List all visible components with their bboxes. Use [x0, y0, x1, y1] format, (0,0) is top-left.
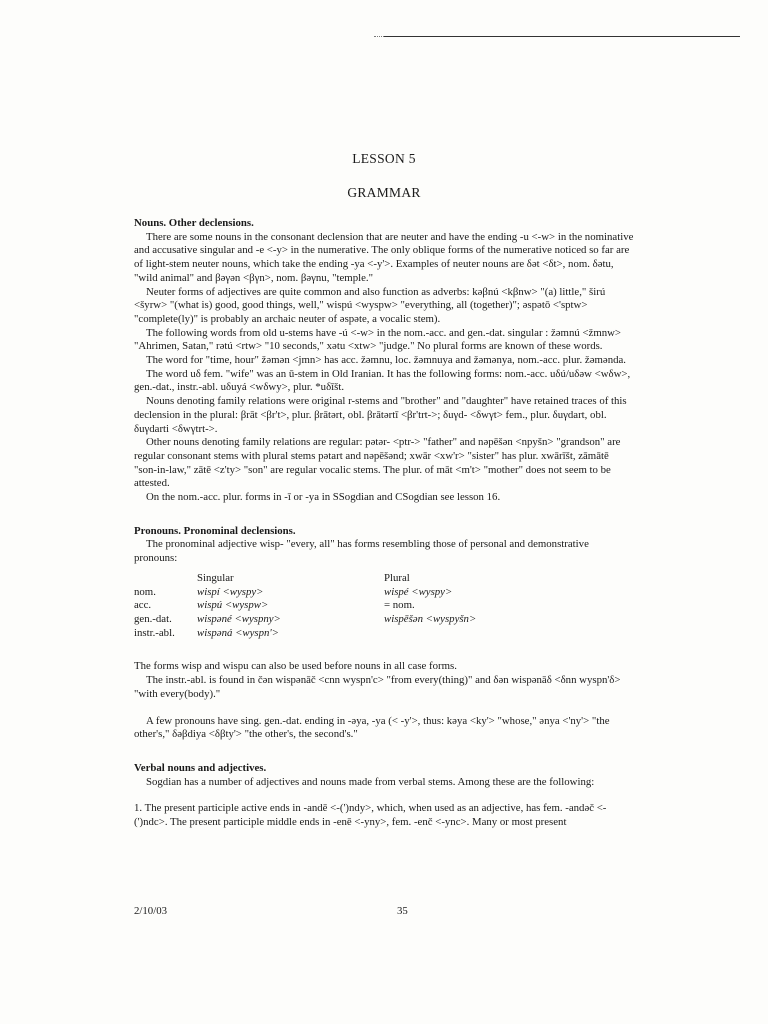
plural-form: wispé <wyspy> — [384, 585, 453, 598]
nouns-paragraph-7: Other nouns denoting family relations are regular: pətər- <ptr-> "father" and nəpēšən <npyšn> "grandson" are regular consonant stems with plural stems pətart and nəpēšənd; xwār <xw'r> "sister" has plur. xwārīšt, zāmātē "son-in-law," zātē <z'ty> "son" are regular vocalic stems. The plur. of māt <m't> "mother" does not seem to be attested. — [134, 436, 621, 490]
col-plural: Plural — [384, 571, 410, 584]
pronouns-paragraph-2: The forms wisp and wispu can also be used before nouns in all case forms. — [134, 660, 457, 673]
singular-form: wispú <wyspw> — [197, 599, 269, 612]
table-header-row — [134, 572, 476, 586]
table-row — [134, 586, 476, 600]
nouns-paragraph-2: Neuter forms of adjectives are quite common and also function as adverbs: kəβnú <kβnw> "(a) little," širú <šyrw> "(what is) good, good things, well," wispú <wyspw> "everything, all (together)"; əspətō <'sptw> "complete(ly)" is probably an archaic neuter of əspəte, a vocalic stem). — [134, 285, 606, 325]
top-rule — [384, 36, 740, 37]
plural-form: wispēšən <wyspyšn> — [384, 612, 477, 625]
case-label: instr.-abl. — [134, 626, 175, 639]
case-label: gen.-dat. — [134, 612, 172, 625]
pronouns-paragraph-4: A few pronouns have sing. gen.-dat. ending in -əya, -ya (< -y'>, thus: kəya <ky'> "whose," ənya <'ny'> "the other's," δəβdiya <δβty'> "the other's, the second's." — [134, 714, 610, 741]
footer-date: 2/10/03 — [134, 905, 167, 917]
wisp-declension-table — [134, 572, 476, 641]
nouns-paragraph-6: Nouns denoting family relations were original r-stems and "brother" and "daughter" have retained traces of this declension in the plural: βrāt <βr't>, plur. βrātərt, obl. βrātərtī <βr'trt->; δuγd- <δwγt> fem., plur. δuγdart, obl. δuγdarti <δwγtrt->. — [134, 395, 627, 435]
case-label: nom. — [134, 585, 156, 598]
plural-form — [384, 627, 476, 641]
col-singular: Singular — [197, 571, 234, 584]
pronouns-paragraph-3: The instr.-abl. is found in čən wispənāč <cnn wyspn'c> "from every(thing)" and δən wispənāδ <δnn wyspn'δ> "with every(body)." — [134, 674, 621, 700]
nouns-paragraph-5: The word uδ fem. "wife" was an ū-stem in Old Iranian. It has the following forms: nom.-acc. uδú/uδəw <wδw>, gen.-dat., instr.-abl. uδuyá <wδwy>, plur. *uδīšt. — [134, 367, 631, 394]
singular-form: wispəné <wyspny> — [197, 612, 281, 625]
pronouns-paragraph-1: The pronominal adjective wisp- "every, all" has forms resembling those of personal and demonstrative pronouns: — [134, 538, 589, 565]
page-number: 35 — [397, 905, 408, 917]
table-row — [134, 613, 476, 627]
nouns-paragraph-3: The following words from old u-stems have -ú <-w> in the nom.-acc. and gen.-dat. singular : žəmnú <žmnw> "Ahrimen, Satan," rətú <rtw> "10 seconds," xətu <xtw> "judge." No plural forms are known of these words. — [134, 326, 622, 353]
body-text — [134, 217, 634, 830]
verbal-paragraph-1: Sogdian has a number of adjectives and nouns made from verbal stems. Among these are the following: — [146, 775, 595, 788]
table-row — [134, 599, 476, 613]
nouns-heading: Nouns. Other declensions. — [134, 217, 254, 229]
section-title: GRAMMAR — [347, 185, 421, 200]
plural-form: = nom. — [384, 599, 415, 612]
verbal-heading: Verbal nouns and adjectives. — [134, 761, 267, 774]
nouns-paragraph-8: On the nom.-acc. plur. forms in -ī or -ya in SSogdian and CSogdian see lesson 16. — [146, 491, 501, 504]
table-row — [134, 627, 476, 641]
case-label: acc. — [134, 599, 152, 612]
nouns-paragraph-4: The word for "time, hour" žəmən <jmn> has acc. žəmnu, loc. žəmnuya and žəmənya, nom.-acc. plur. žəmənda. — [146, 354, 626, 367]
singular-form: wispí <wyspy> — [197, 585, 264, 598]
lesson-title: LESSON 5 — [352, 151, 416, 166]
singular-form: wispəná <wyspn'> — [197, 626, 279, 639]
pronouns-heading: Pronouns. Pronominal declensions. — [134, 524, 296, 537]
verbal-paragraph-2: 1. The present participle active ends in -andē <-(')ndy>, which, when used as an adjective, has fem. -andəč <-(')ndc>. The present participle middle ends in -enē <-yny>, fem. -enč <-ync>. Many or most present — [134, 802, 607, 829]
nouns-paragraph-1: There are some nouns in the consonant declension that are neuter and have the ending -u <-w> in the nominative and accusative singular and -e <-y> in the numerative. The only oblique forms of the numerative noticed so far are of light-stem neuter nouns, which take the ending -ya <-y'>. Examples of neuter nouns are δət <δt>, nom. δətu, "wild animal" and βəγən <βγn>, nom. βəγnu, "temple." — [134, 230, 634, 284]
